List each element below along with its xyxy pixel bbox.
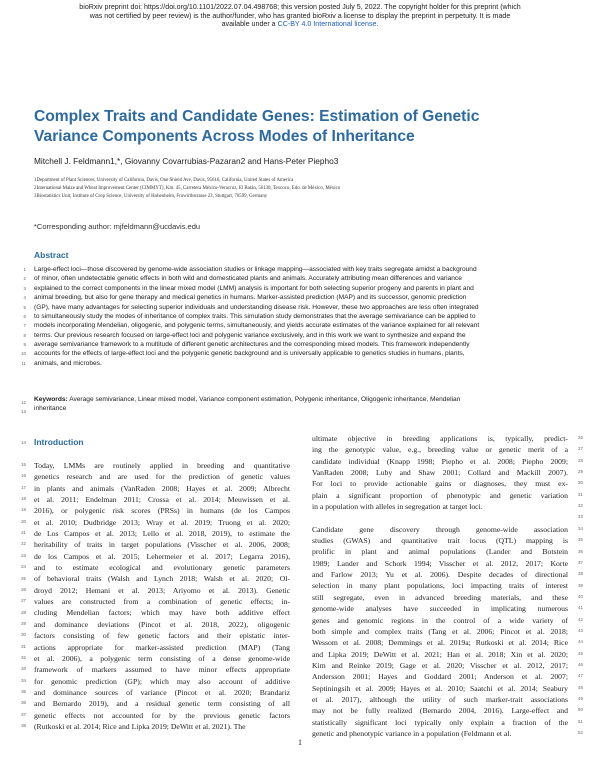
paper-title bbox=[34, 107, 554, 147]
abstract-line: explained to the correct components in the linear mixed model (LMM) analysis is important for both selecting superior progeny and parents in plant and bbox=[34, 284, 474, 292]
line-number: 34 bbox=[21, 677, 26, 683]
abstract-heading: Abstract bbox=[34, 250, 69, 260]
line-number: 33 bbox=[578, 514, 583, 520]
intro-text-line: Septiningsih et al. 2009; Hayes et al. 2010; Saatchi et al. 2014; Seabury bbox=[312, 683, 568, 693]
line-number: 44 bbox=[578, 639, 583, 645]
affiliation-2: 2International Maize and Wheat Improvement Center (CIMMYT), Km. 45, Carretera México-Veracruz, El Batán, 56130, Texcoco, Edo. de México, México bbox=[34, 186, 341, 191]
line-number: 16 bbox=[21, 473, 26, 479]
line-number: 32 bbox=[578, 503, 583, 509]
intro-text-line: Candidate gene discovery through genome-wide association bbox=[312, 524, 568, 534]
intro-text-line: genes and genomic regions in the control of a wide variety of bbox=[312, 615, 568, 625]
line-number: 12 bbox=[21, 400, 26, 405]
line-number: 30 bbox=[21, 632, 26, 638]
line-number: 42 bbox=[578, 616, 583, 622]
abstract-line: of minor, often undetectable genetic effects in both wild and domesticated plants and animals. Accurately attributing mean differences and variance bbox=[34, 275, 462, 283]
line-number: 49 bbox=[578, 696, 583, 702]
page-number: 1 bbox=[298, 738, 302, 747]
intro-left-column bbox=[34, 460, 290, 732]
intro-text-line bbox=[312, 512, 568, 523]
intro-text-line: in plants and animals (VanRaden 2008; Hayes et al. 2009; Albrecht bbox=[34, 483, 290, 493]
intro-text-line: framework of markers assumed to have minor effects appropriate bbox=[34, 665, 290, 675]
line-number: 5 bbox=[23, 304, 26, 310]
line-number: 35 bbox=[21, 689, 26, 694]
line-number: 26 bbox=[21, 586, 26, 592]
line-number: 11 bbox=[21, 360, 26, 366]
line-number: 31 bbox=[21, 643, 26, 649]
abstract-line: accounts for the effects of large-effect loci and the polygenic genetic background and is universally applicable to genetics studies in humans, plants, bbox=[34, 350, 465, 358]
header-line-1: bioRxiv preprint doi: https://doi.org/10.1101/2022.07.04.498768; this version posted July 5, 2022. The copyright holder for this preprint (which bbox=[79, 3, 521, 11]
intro-text-line: factors consisting of few genetic factors and their epistatic inter- bbox=[34, 631, 290, 641]
intro-text-line: may not be fully realized (Bernardo 2004, 2016). Large-effect and bbox=[312, 706, 568, 716]
license-link[interactable]: CC-BY 4.0 International license bbox=[277, 20, 377, 28]
abstract-line: to simultaneously study the modes of inheritance of complex traits. This simulation study demonstrates that the average semivariance can be applied to bbox=[34, 312, 476, 320]
keywords-line-1: Average semivariance, Linear mixed model, Variance component estimation, Polygenic inheritance, Oligogenic inheritance, Mendelian bbox=[69, 396, 461, 403]
line-number: 8 bbox=[23, 332, 26, 338]
intro-text-line: of behavioral traits (Walsh and Lynch 2018; Walsh et al. 2020; Ol- bbox=[34, 574, 290, 584]
intro-text-line: genome-wide analyses have succeeded in implicating numerous bbox=[312, 604, 568, 614]
intro-text-line: and Bernardo 2019), and a residual genetic term consisting of all bbox=[34, 699, 290, 709]
line-number: 32 bbox=[21, 654, 26, 660]
intro-text-line: et al. 2017), although the utility of such marker-trait associations bbox=[312, 694, 568, 704]
line-number: 48 bbox=[578, 684, 583, 690]
line-number: 24 bbox=[21, 564, 26, 570]
line-number: 51 bbox=[578, 718, 583, 724]
line-number: 13 bbox=[21, 409, 26, 414]
abstract-line: (GP), have many advantages for selecting superior individuals and understanding disease risk. However, these two approaches are less often integrated bbox=[34, 303, 479, 311]
intro-text-line: and Farlow 2013; Yu et al. 2006). Despite decades of directional bbox=[312, 570, 568, 580]
title-line-2: Variance Components Across Modes of Inheritance bbox=[34, 128, 415, 145]
line-number: 34 bbox=[578, 525, 583, 531]
intro-text-line: in a population with alleles in segregation at target loci. bbox=[312, 502, 483, 512]
intro-text-line: and dominance sources of variance (Pincot et al. 2020; Brandariz bbox=[34, 687, 290, 697]
line-number: 14 bbox=[21, 440, 26, 445]
intro-text-line: both simple and complex traits (Tang et al. 2006; Pincot et al. 2018; bbox=[312, 626, 568, 636]
preprint-header bbox=[0, 3, 600, 29]
intro-text-line: 1989; Lander and Schork 1994; Visscher et al. 2012, 2017; Korte bbox=[312, 558, 568, 568]
line-number: 36 bbox=[578, 548, 583, 554]
intro-text-line: For loci to provide actionable gains or diagnoses, they must ex- bbox=[312, 479, 568, 489]
line-number: 29 bbox=[21, 620, 26, 626]
line-number: 43 bbox=[578, 627, 583, 633]
intro-text-line: statistically significant loci typically only explain a fraction of the bbox=[312, 717, 568, 727]
intro-text-line: genetic effects not accounted for by the previous genetic factors bbox=[34, 710, 290, 720]
intro-text-line: Wessom et al. 2008; Demmings et al. 2019a; Rutkoski et al. 2014; Rice bbox=[312, 638, 568, 648]
line-number: 39 bbox=[578, 582, 583, 588]
line-number: 17 bbox=[21, 484, 26, 490]
line-number: 1 bbox=[23, 267, 26, 272]
title-line-1: Complex Traits and Candidate Genes: Estimation of Genetic bbox=[34, 108, 480, 125]
line-number: 21 bbox=[21, 530, 26, 536]
intro-text-line: ultimate objective in breeding applications is, typically, predict- bbox=[312, 434, 568, 443]
intro-text-line: de los Campos et al. 2015; Lehermeier et al. 2017; Legarra 2016), bbox=[34, 551, 290, 561]
line-number: 15 bbox=[21, 462, 26, 467]
line-number: 36 bbox=[21, 700, 26, 706]
author-list: Mitchell J. Feldmann1,*, Giovanny Covarrubias-Pazaran2 and Hans-Peter Piepho3 bbox=[34, 156, 339, 166]
line-number: 25 bbox=[21, 575, 26, 581]
line-number: 28 bbox=[21, 609, 26, 615]
intro-text-line: VanRaden 2008; Luby and Shaw 2001; Collard and Mackill 2007). bbox=[312, 468, 568, 478]
intro-text-line: ing the genotypic value, e.g., breeding value or genetic merit of a bbox=[312, 445, 568, 455]
line-number: 20 bbox=[21, 518, 26, 524]
intro-text-line: genetic and phenotypic variance in a population (Feldmann et al. bbox=[312, 728, 512, 738]
header-line-3-suffix: . bbox=[376, 20, 379, 28]
line-number: 38 bbox=[21, 723, 26, 729]
introduction-heading: Introduction bbox=[34, 437, 84, 447]
line-number: 19 bbox=[21, 507, 26, 513]
intro-text-line: for genomic prediction (GP); which may also account of additive bbox=[34, 676, 290, 686]
abstract-line: Large-effect loci—those discovered by genome-wide association studies or linkage mapping—associated with key traits segregate amidst a background bbox=[34, 266, 477, 273]
line-number: 27 bbox=[21, 598, 26, 604]
intro-text-line: Andersson 2001; Hayes and Goddard 2001; Anderson et al. 2007; bbox=[312, 672, 568, 682]
line-number: 33 bbox=[21, 666, 26, 672]
abstract-line: models incorporating Mendelian, oligogenic, and polygenic terms, simultaneously, and yields accurate estimates of the variance explained for all relevant bbox=[34, 322, 480, 330]
line-number: 18 bbox=[21, 496, 26, 502]
line-number: 9 bbox=[23, 342, 26, 348]
line-number: 29 bbox=[578, 469, 583, 475]
line-number: 10 bbox=[21, 351, 26, 357]
line-number: 40 bbox=[578, 593, 583, 599]
line-number: 46 bbox=[578, 662, 583, 667]
keywords bbox=[34, 395, 564, 413]
intro-right-column bbox=[312, 433, 568, 739]
intro-text-line: et al. 2006), a polygenic term consisting of a dense genome-wide bbox=[34, 653, 290, 663]
header-line-2: was not certified by peer review) is the author/funder, who has granted bioRxiv a license to display the preprint in perpetuity. It is made bbox=[89, 11, 511, 20]
intro-text-line: and dominance deviations (Pincot et al. 2018, 2022), oligogenic bbox=[34, 619, 290, 629]
line-number: 41 bbox=[578, 605, 583, 611]
intro-text-line: actions appropriate for marker-assisted prediction (MAP) (Tang bbox=[34, 642, 290, 652]
keywords-line-2: inheritance bbox=[34, 405, 67, 412]
affiliation-3: 3Biostatistics Unit, Institute of Crop Science, University of Hohenheim, Fruwirthstrasse 23, Stuttgart, 70599, Germany bbox=[34, 194, 268, 199]
line-number: 50 bbox=[578, 707, 583, 713]
line-number: 4 bbox=[23, 295, 26, 301]
line-number: 35 bbox=[578, 537, 583, 543]
abstract-line: animals, and microbes. bbox=[34, 359, 102, 367]
intro-text-line: still segregate, even in advanced breeding materials, and these bbox=[312, 592, 568, 602]
abstract-line: terms. Our previous research focused on large-effect loci and polygenic variance exclusively, and in this work we want to synthesize and expand the bbox=[34, 331, 466, 339]
line-number: 31 bbox=[578, 491, 583, 497]
corresponding-author: *Corresponding author: mjfeldmann@ucdavis.edu bbox=[34, 222, 201, 231]
line-number: 27 bbox=[578, 446, 583, 452]
line-number: 47 bbox=[578, 673, 583, 679]
intro-text-line: candidate individual (Knapp 1998; Piepho et al. 2008; Piepho 2009; bbox=[312, 456, 568, 466]
line-number: 7 bbox=[23, 323, 26, 329]
abstract-line: animal breeding, but also for gene therapy and medical genetics in humans. Marker-assisted prediction (MAP) and its successor, genomic prediction bbox=[34, 294, 467, 302]
line-number: 3 bbox=[23, 285, 26, 291]
abstract-body bbox=[34, 265, 564, 368]
header-line-3-prefix: available under a bbox=[221, 20, 276, 28]
line-number: 6 bbox=[23, 313, 26, 319]
intro-text-line: and to estimate ecological and evolutionary genetic parameters bbox=[34, 563, 290, 573]
intro-text-line: et al. 2011; Endelman 2011; Crossa et al. 2014; Meuwissen et al. bbox=[34, 495, 290, 505]
intro-text-line: Today, LMMs are routinely applied in breeding and quantitative bbox=[34, 461, 290, 470]
intro-text-line: (Rutkoski et al. 2014; Rice and Lipka 2019; DeWitt et al. 2021). The bbox=[34, 721, 246, 731]
intro-text-line: Kim and Reinke 2019; Gage et al. 2020; Visscher et al. 2012, 2017; bbox=[312, 660, 568, 670]
line-number: 37 bbox=[21, 711, 26, 717]
intro-text-line: 2016), or polygenic risk scores (PRSs) in humans (de los Campos bbox=[34, 506, 290, 516]
intro-text-line: prolific in plant and animal populations (Lander and Botstein bbox=[312, 547, 568, 557]
line-number: 37 bbox=[578, 559, 583, 565]
keywords-label: Keywords: bbox=[34, 396, 68, 403]
intro-text-line: et al. 2010; Dudbridge 2013; Wray et al. 2019; Truong et al. 2020; bbox=[34, 517, 290, 527]
abstract-line: average semivariance framework to a multitude of different genetic architectures and the corresponding mixed models. This framework independently bbox=[34, 341, 470, 348]
intro-text-line: selection in many plant populations, loci impacting traits of interest bbox=[312, 581, 568, 591]
line-number: 28 bbox=[578, 457, 583, 463]
line-number: 30 bbox=[578, 480, 583, 486]
intro-text-line: de Los Campos et al. 2013; Lello et al. 2018, 2019), to estimate the bbox=[34, 529, 290, 539]
affiliation-1: 1Department of Plant Sciences, University of California, Davis, One Shield Ave, Davis, 95616, California, United States of America bbox=[34, 178, 294, 183]
intro-text-line: droyd 2012; Hemani et al. 2013; Ariyomo et al. 2013). Genetic bbox=[34, 585, 290, 595]
line-number: 22 bbox=[21, 541, 26, 547]
intro-text-line: studies (GWAS) and quantitative trait locus (QTL) mapping is bbox=[312, 536, 568, 546]
intro-text-line: values are constructed from a combination of genetic effects; in- bbox=[34, 597, 290, 607]
intro-text-line: heritability of traits in target populations (Visscher et al. 2006, 2008; bbox=[34, 540, 290, 550]
line-number: 26 bbox=[578, 435, 583, 440]
header-line-3 bbox=[0, 20, 600, 29]
line-number: 23 bbox=[21, 552, 26, 558]
line-number: 45 bbox=[578, 650, 583, 656]
line-number: 38 bbox=[578, 571, 583, 577]
line-number: 52 bbox=[578, 730, 583, 736]
intro-text-line: plain a significant proportion of phenotypic and genetic variation bbox=[312, 490, 568, 500]
line-number: 2 bbox=[23, 276, 26, 282]
intro-text-line: and Lipka 2019; DeWitt et al. 2021; Han et al. 2018; Xin et al. 2020; bbox=[312, 649, 568, 659]
intro-text-line: cluding Mendelian factors; which may have both additive effect bbox=[34, 608, 290, 618]
intro-text-line: genetics research and are used for the prediction of genetic values bbox=[34, 472, 290, 482]
